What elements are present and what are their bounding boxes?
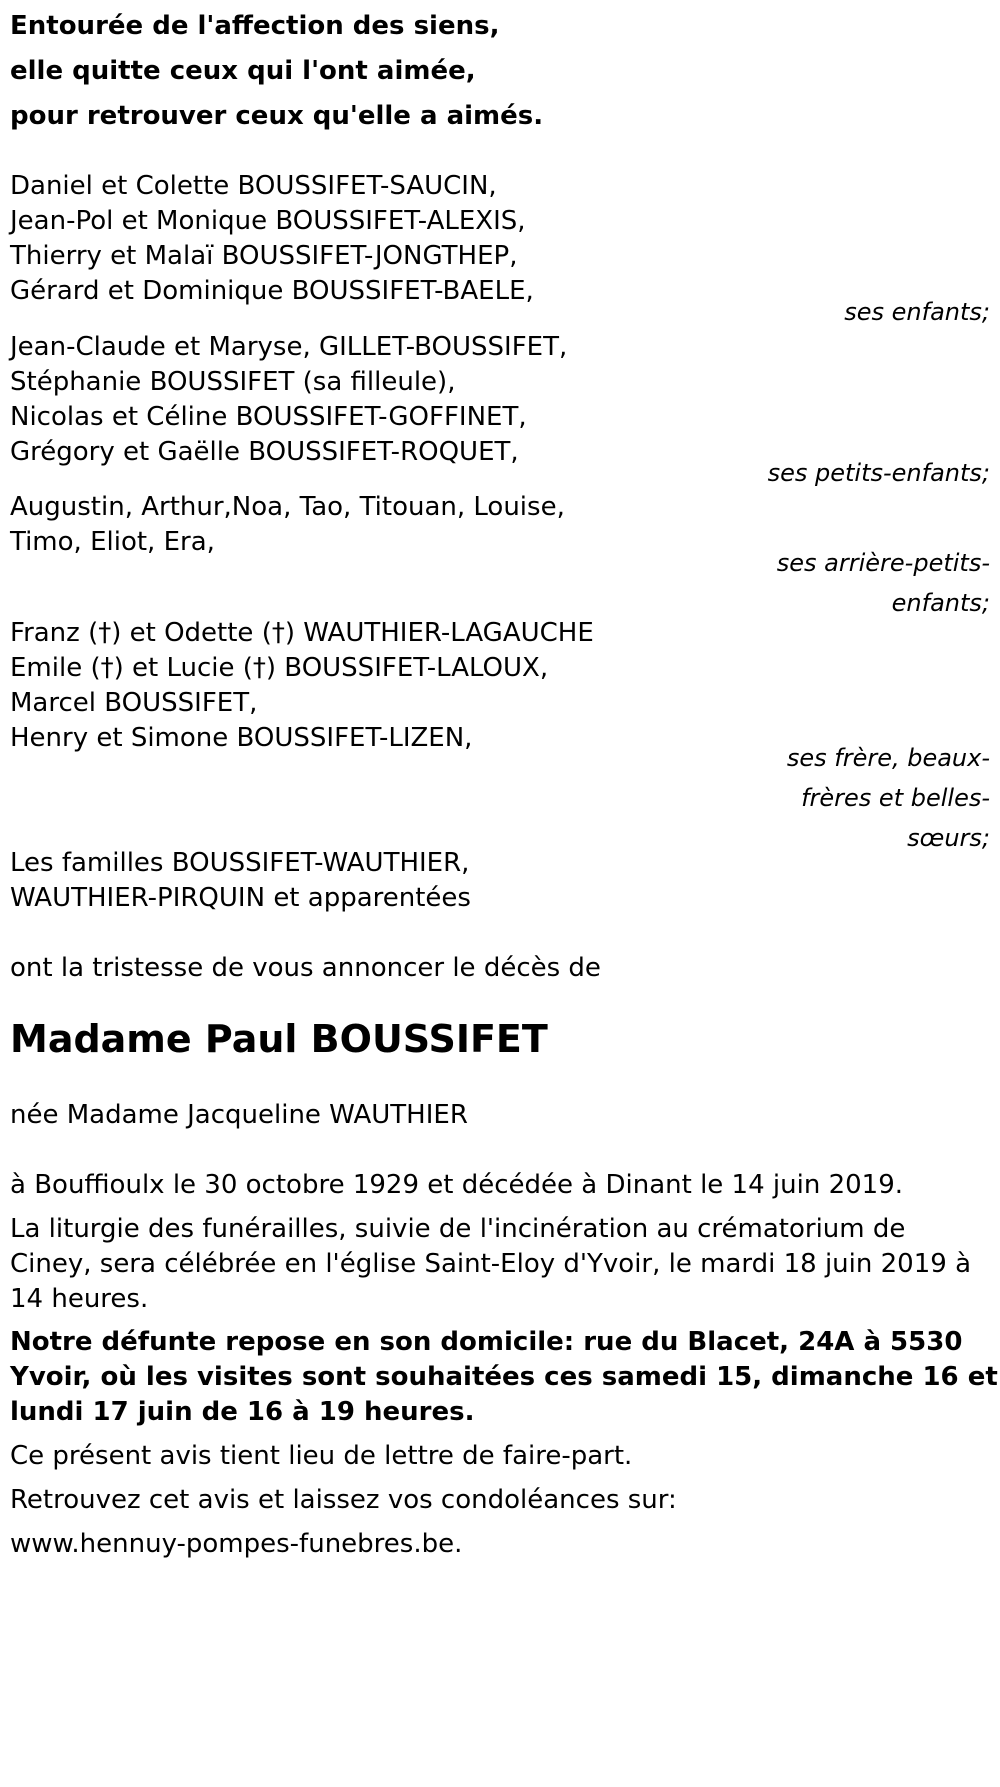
grandchild-name: Jean-Claude et Maryse, GILLET-BOUSSIFET, xyxy=(10,332,568,362)
families-line: Les familles BOUSSIFET-WAUTHIER, xyxy=(10,848,470,878)
website-link[interactable]: www.hennuy-pompes-funebres.be. xyxy=(10,1529,463,1559)
condolences-text: Retrouvez cet avis et laissez vos condoléances sur: xyxy=(10,1485,677,1515)
relation-text: ses arrière-petits- xyxy=(776,549,990,577)
relation-text: ses enfants; xyxy=(844,298,990,326)
great-grandchild-names: Augustin, Arthur,Noa, Tao, Titouan, Louise, xyxy=(10,492,565,522)
sibling-name: Emile (†) et Lucie (†) BOUSSIFET-LALOUX, xyxy=(10,653,549,683)
sibling-name: Henry et Simone BOUSSIFET-LIZEN, xyxy=(10,723,473,753)
visits-line: Notre défunte repose en son domicile: rue du Blacet, 24A à 5530 xyxy=(10,1327,963,1357)
visits-line: lundi 17 juin de 16 à 19 heures. xyxy=(10,1397,475,1427)
birth-death-dates: à Bouffioulx le 30 octobre 1929 et décédée à Dinant le 14 juin 2019. xyxy=(10,1170,904,1200)
relation-grandchildren xyxy=(730,453,990,493)
child-name: Jean-Pol et Monique BOUSSIFET-ALEXIS, xyxy=(10,206,526,236)
relation-great-grandchildren xyxy=(730,543,990,623)
relation-text: sœurs; xyxy=(907,824,990,852)
great-grandchild-names: Timo, Eliot, Era, xyxy=(10,527,215,557)
intro-line-3: pour retrouver ceux qu'elle a aimés. xyxy=(10,101,544,131)
relation-text: frères et belles- xyxy=(801,784,990,812)
grandchild-name: Nicolas et Céline BOUSSIFET-GOFFINET, xyxy=(10,402,527,432)
intro-line-1: Entourée de l'affection des siens, xyxy=(10,11,500,41)
grandchild-name: Stéphanie BOUSSIFET (sa filleule), xyxy=(10,367,456,397)
child-name: Daniel et Colette BOUSSIFET-SAUCIN, xyxy=(10,171,497,201)
intro-line-2: elle quitte ceux qui l'ont aimée, xyxy=(10,56,476,86)
relation-text: ses frère, beaux- xyxy=(786,744,990,772)
sibling-name: Marcel BOUSSIFET, xyxy=(10,688,258,718)
sibling-name: Franz (†) et Odette (†) WAUTHIER-LAGAUCHE xyxy=(10,618,594,648)
ceremony-line: 14 heures. xyxy=(10,1284,149,1314)
ceremony-line: La liturgie des funérailles, suivie de l'incinération au crématorium de xyxy=(10,1214,906,1244)
relation-children xyxy=(730,292,990,332)
ceremony-line: Ciney, sera célébrée en l'église Saint-Eloy d'Yvoir, le mardi 18 juin 2019 à xyxy=(10,1249,971,1279)
deceased-name: Madame Paul BOUSSIFET xyxy=(10,1017,548,1061)
families-line: WAUTHIER-PIRQUIN et apparentées xyxy=(10,883,471,913)
announcement: ont la tristesse de vous annoncer le décès de xyxy=(10,953,601,983)
child-name: Gérard et Dominique BOUSSIFET-BAELE, xyxy=(10,276,534,306)
visits-line: Yvoir, où les visites sont souhaitées ces samedi 15, dimanche 16 et xyxy=(10,1362,998,1392)
notice-text: Ce présent avis tient lieu de lettre de faire-part. xyxy=(10,1441,633,1471)
grandchild-name: Grégory et Gaëlle BOUSSIFET-ROQUET, xyxy=(10,437,519,467)
obituary-notice xyxy=(10,0,998,1787)
child-name: Thierry et Malaï BOUSSIFET-JONGTHEP, xyxy=(10,241,518,271)
relation-text: enfants; xyxy=(891,589,990,617)
relation-text: ses petits-enfants; xyxy=(767,459,990,487)
maiden-name: née Madame Jacqueline WAUTHIER xyxy=(10,1100,468,1130)
relation-siblings xyxy=(730,738,990,858)
